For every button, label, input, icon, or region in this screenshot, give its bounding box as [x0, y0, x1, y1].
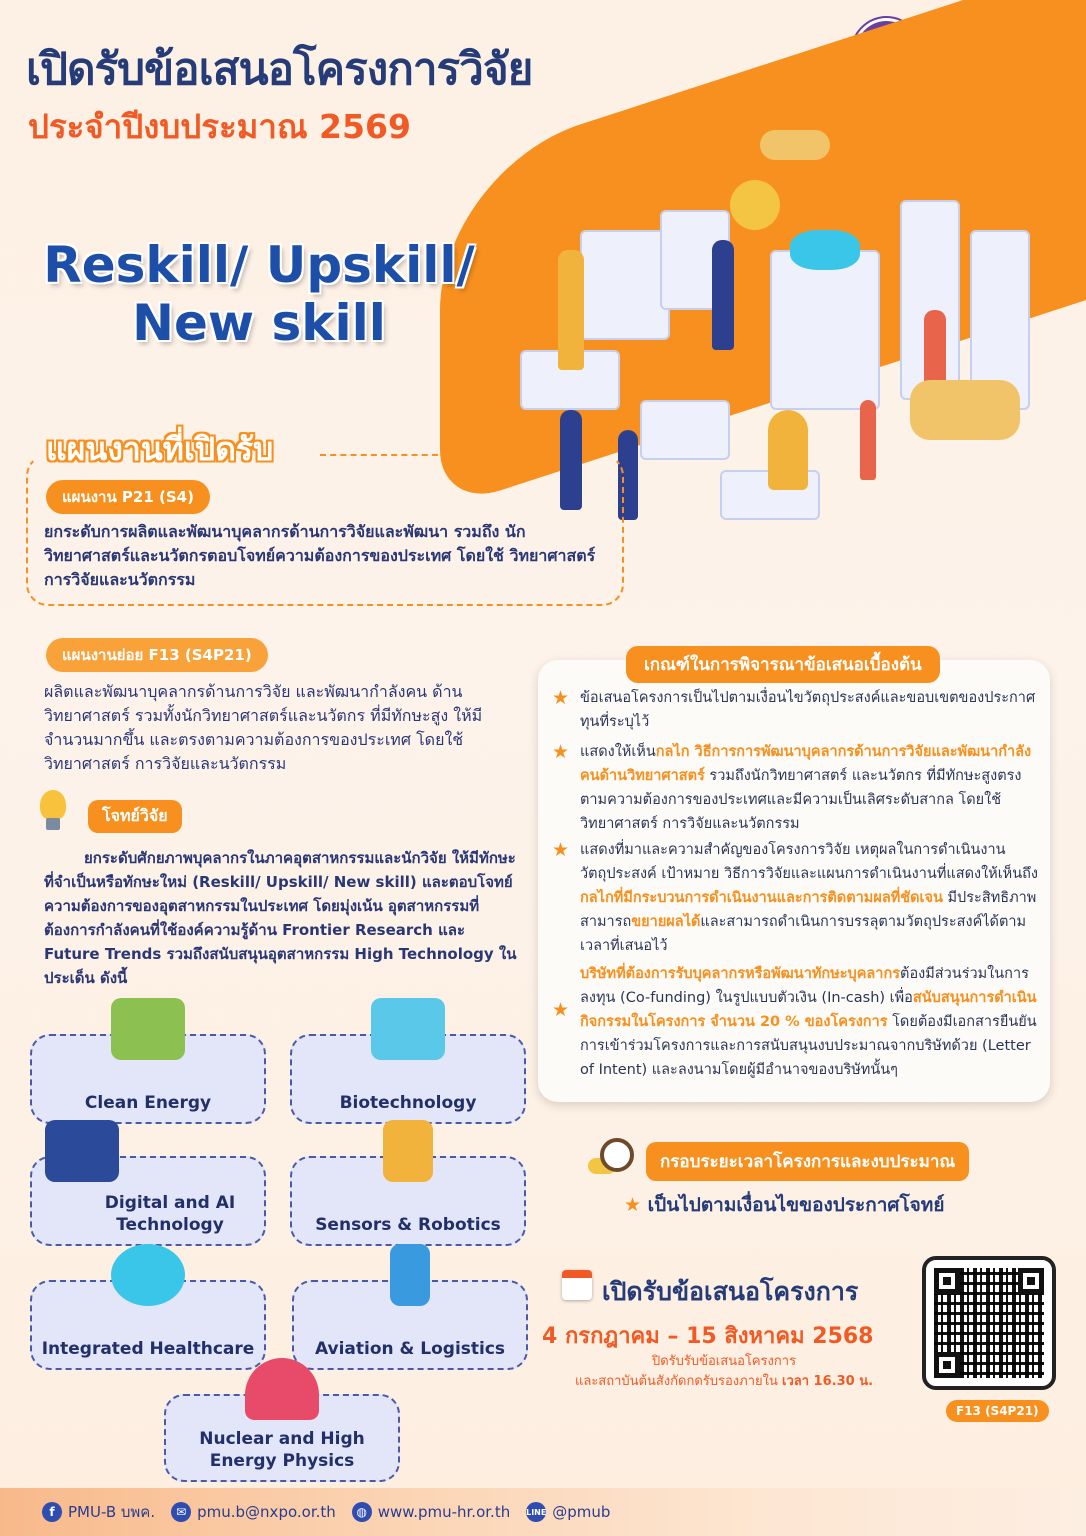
footer-website[interactable] — [352, 1502, 510, 1522]
footer-email[interactable] — [171, 1502, 336, 1522]
area-label: Integrated Healthcare — [41, 1339, 255, 1359]
calendar-icon — [562, 1270, 592, 1300]
hero-line-2: New skill — [132, 294, 386, 352]
criteria-item — [552, 962, 1042, 1082]
timeframe-title: กรอบระยะเวลาโครงการและงบประมาณ — [646, 1142, 969, 1181]
criteria-item — [552, 686, 1042, 734]
globe-icon: ◍ — [352, 1502, 372, 1522]
submission-title: เปิดรับข้อเสนอโครงการ — [602, 1277, 859, 1306]
website-label: www.pmu-hr.or.th — [377, 1503, 511, 1521]
email-label: pmu.b@nxpo.or.th — [197, 1503, 336, 1521]
area-card-nuclear-physics — [164, 1394, 400, 1482]
qr-finder-icon — [934, 1352, 960, 1378]
qr-code[interactable] — [922, 1256, 1056, 1390]
star-icon: ★ — [552, 687, 570, 709]
submission-dates: 4 กรกฎาคม – 15 สิงหาคม 2568 — [542, 1324, 874, 1349]
highlight-text: ขยายผลได้ — [631, 914, 701, 930]
alarm-clock-icon — [600, 1138, 634, 1172]
area-card-sensors-robotics — [290, 1156, 526, 1246]
deadline-time: เวลา 16.30 น. — [782, 1374, 874, 1389]
person-icon — [860, 400, 876, 480]
server-stack-icon — [770, 250, 880, 410]
qr-finder-icon — [1018, 1268, 1044, 1294]
area-label: Clean Energy — [84, 1093, 212, 1113]
lightbulb-icon — [40, 790, 66, 820]
area-card-digital-ai — [30, 1156, 266, 1246]
plan-heading: แผนงานที่เปิดรับ — [46, 430, 274, 468]
criteria-text — [552, 686, 1042, 734]
program-pill: แผนงาน P21 (S4) — [46, 480, 210, 514]
criteria-fragment: แสดงที่มาและความสำคัญของโครงการวิจัย เหตุผลในการดำเนินงาน วัตถุประสงค์ เป้าหมาย วิธีการวิจัยและแผนการดำเนินงานที่แสดงให้เห็นถึง — [580, 842, 1038, 882]
criteria-fragment: โดยต้องมีเอกสารยืนยันการเข้าร่วมโครงการและการสนับสนุนงบประมาณจากบริษัทด้วย (Letter of Intent) และลงนามโดยผู้มีอำนาจของบริษัทนั้นๆ — [580, 1014, 1037, 1078]
area-label: Nuclear and High Energy Physics — [199, 1429, 365, 1471]
person-icon — [712, 240, 734, 350]
highlight-text: กลไก วิธีการการพัฒนาบุคลากรด้านการวิจัยและพัฒนากำลังคนด้านวิทยาศาสตร์ — [580, 744, 1032, 784]
drone-icon — [390, 1244, 430, 1306]
topic-pill: โจทย์วิจัย — [88, 800, 182, 833]
footer-facebook[interactable] — [42, 1500, 155, 1524]
subprogram-pill: แผนงานย่อย F13 (S4P21) — [46, 638, 268, 672]
criteria-fragment: แสดงให้เห็น — [580, 744, 656, 760]
robotics-icon — [383, 1120, 433, 1182]
highlight-text: บริษัทที่ต้องการรับบุคลากรหรือพัฒนาทักษะบุคลากร — [580, 966, 901, 982]
lightbulb-base-icon — [46, 818, 60, 830]
email-icon: ✉ — [171, 1502, 191, 1522]
submission-note — [534, 1352, 914, 1392]
healthcare-icon — [111, 1244, 185, 1306]
topic-description: ยกระดับศักยภาพบุคลากรในภาคอุตสาหกรรมและนักวิจัย ให้มีทักษะที่จำเป็นหรือทักษะใหม่ (Reskill/ Upskill/ New skill) และตอบโจทย์ความต้องการของอุตสาหกรรมในประเทศ โดยมุ่งเน้น อุตสาหกรรมที่ต้องการกำลังคนที่ใช้องค์ความรู้ด้าน Frontier Research และ Future Trends รวมถึงสนับสนุนอุตสาหกรรม High Technology ในประเด็น ดังนี้ — [44, 849, 517, 987]
chip-pedestal-icon — [640, 400, 730, 460]
criteria-text — [552, 740, 1042, 836]
brain-icon — [790, 230, 860, 270]
criteria-text — [552, 962, 1042, 1082]
subprogram-description: ผลิตและพัฒนาบุคลากรด้านการวิจัย และพัฒนากำลังคน ด้านวิทยาศาสตร์ รวมทั้งนักวิทยาศาสตร์และนวัตกร ที่มีทักษะสูง ให้มีจำนวนมากขึ้น และตรงตามความต้องการของประเทศ โดยใช้ วิทยาศาสตร์ การวิจัยและนวัตกรรม — [44, 682, 483, 773]
highlight-text: กลไกที่มีกระบวนการดำเนินงานและการติดตามผลที่ชัดเจน — [580, 890, 943, 906]
timeframe-text: เป็นไปตามเงื่อนไขของประกาศโจทย์ — [647, 1194, 945, 1216]
criteria-title: เกณฑ์ในการพิจารณาข้อเสนอเบื้องต้น — [626, 646, 940, 683]
criteria-fragment: ต้องมีส่วนร่วมในการลงทุน (Co-funding) ในรูปแบบตัวเงิน (In-cash) เพื่อ — [580, 966, 1029, 1006]
criteria-fragment: มีประสิทธิภาพสามารถ — [580, 890, 1037, 930]
area-card-clean-energy — [30, 1034, 266, 1124]
qr-label: F13 (S4P21) — [946, 1400, 1049, 1422]
server-icon — [580, 230, 670, 340]
timeframe-note — [624, 1190, 944, 1220]
hero-title — [24, 236, 494, 352]
highlight-text: สนับสนุนการดำเนินกิจกรรมในโครงการ จำนวน 20 % ของโครงการ — [580, 990, 1037, 1030]
qr-finder-icon — [934, 1268, 960, 1294]
area-label: Digital and AI Technology — [104, 1193, 236, 1235]
autonomous-car-icon — [910, 380, 1020, 440]
area-card-biotechnology — [290, 1034, 526, 1124]
area-card-healthcare — [30, 1280, 266, 1370]
star-icon: ★ — [624, 1194, 642, 1216]
criteria-item — [552, 838, 1042, 958]
criteria-fragment: รวมถึงนักวิทยาศาสตร์ และนวัตกร ที่มีทักษะสูงตรงตามความต้องการของประเทศและมีความเป็นเลิศระดับสากล โดยใช้วิทยาศาสตร์ การวิจัยและนวัตกรรม — [580, 768, 1022, 832]
drone-icon — [760, 130, 830, 160]
note-line-2: และสถาบันต้นสังกัดกดรับรองภายใน — [574, 1374, 783, 1389]
star-icon: ★ — [552, 741, 570, 763]
criteria-text — [552, 838, 1042, 958]
divider — [320, 454, 560, 456]
clean-energy-icon — [111, 998, 185, 1060]
area-label: Aviation & Logistics — [314, 1339, 506, 1359]
line-icon: LINE — [526, 1502, 546, 1522]
line-label: @pmub — [552, 1503, 611, 1521]
footer-line[interactable] — [526, 1502, 610, 1522]
footer — [0, 1488, 1086, 1536]
criteria-fragment: ข้อเสนอโครงการเป็นไปตามเงื่อนไขวัตถุประสงค์และขอบเขตของประกาศทุนที่ระบุไว้ — [580, 690, 1036, 730]
biotech-icon — [371, 998, 445, 1060]
facebook-icon: f — [42, 1502, 62, 1522]
robot-figure-icon — [558, 250, 584, 370]
digital-ai-icon — [45, 1120, 119, 1182]
program-description: ยกระดับการผลิตและพัฒนาบุคลากรด้านการวิจัยและพัฒนา รวมถึง นักวิทยาศาสตร์และนวัตกรตอบโจทย์ความต้องการของประเทศ โดยใช้ วิทยาศาสตร์ การวิจัยและนวัตกรรม — [44, 522, 596, 589]
area-card-aviation-logistics — [292, 1280, 528, 1370]
robot-arm-icon — [768, 410, 808, 490]
note-line-1: ปิดรับรับข้อเสนอโครงการ — [651, 1354, 797, 1369]
star-icon: ★ — [552, 999, 570, 1021]
criteria-fragment: และสามารถดำเนินการบรรลุตามวัตถุประสงค์ได้ตามเวลาที่เสนอไว้ — [580, 914, 1027, 954]
area-label: Sensors & Robotics — [315, 1215, 501, 1235]
star-icon: ★ — [552, 839, 570, 861]
qr-pattern — [934, 1268, 1044, 1378]
gear-icon — [730, 180, 780, 230]
page-title: เปิดรับข้อเสนอโครงการวิจัย — [26, 44, 533, 95]
facebook-label: PMU-B บพค. — [68, 1503, 156, 1521]
page-subtitle: ประจำปีงบประมาณ 2569 — [28, 107, 411, 146]
criteria-item — [552, 740, 1042, 836]
hero-line-1: Reskill/ Upskill/ — [43, 236, 475, 294]
area-label: Biotechnology — [339, 1093, 477, 1113]
